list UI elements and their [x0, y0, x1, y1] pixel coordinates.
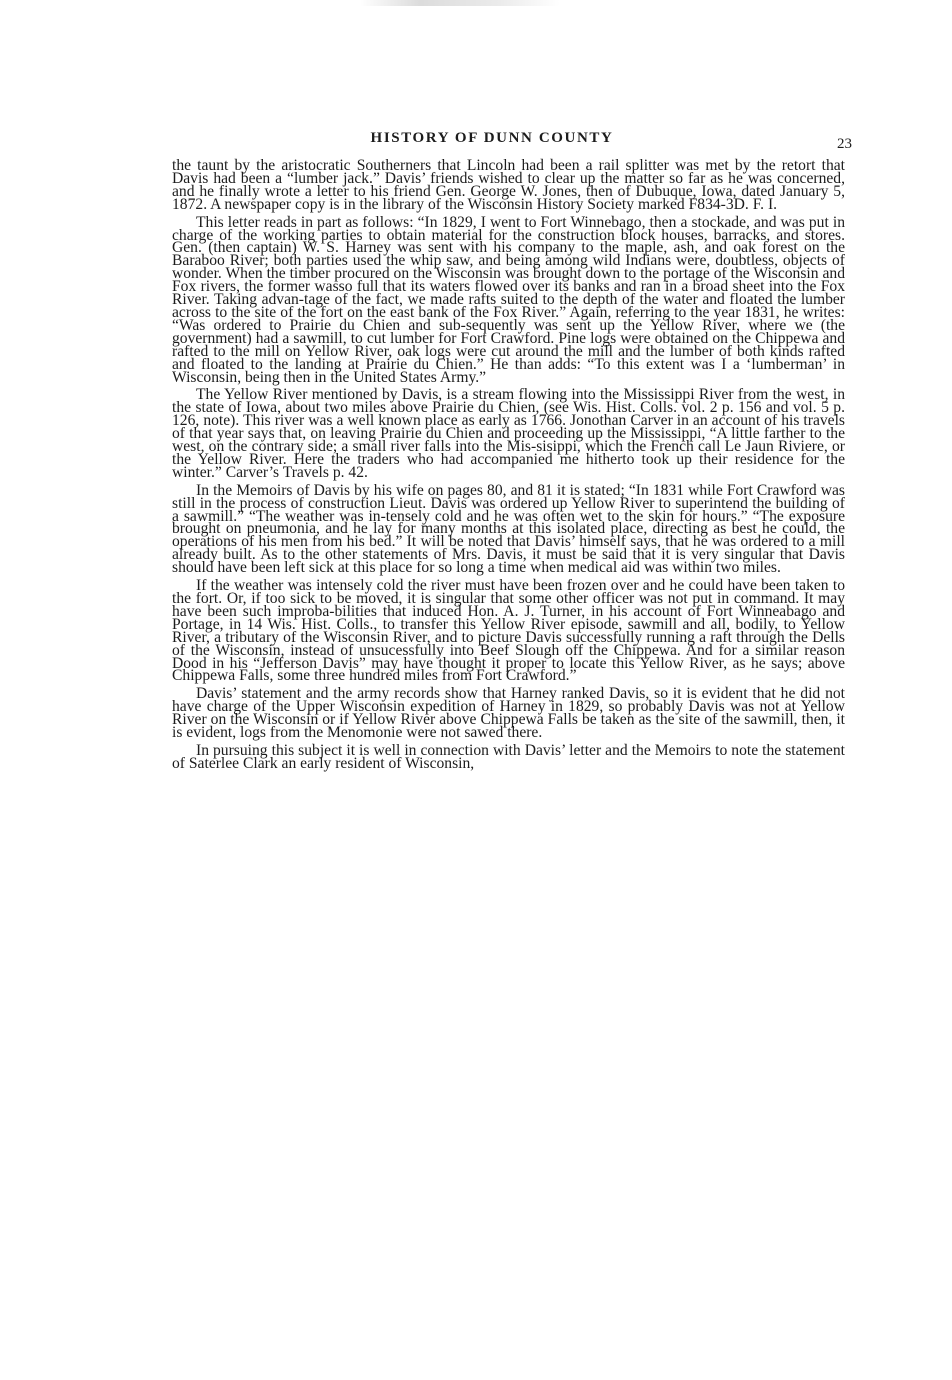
- paragraph-7: In pursuing this subject it is well in connection with Davis’ letter and the Memoirs to note the statement of Saterlee Clark an early resident of Wisconsin,: [172, 741, 845, 772]
- paragraph-4: In the Memoirs of Davis by his wife on pages 80, and 81 it is stated; “In 1831 while Fort Crawford was still in the process of construction Lieut. Davis was ordered up Yellow River to superintend the building of a sawmill.” “The weather was in-tensely cold and he was often wet to the skin for hours.” “The exposure brought on pneumonia, and he lay for many months at this isolated place, directing as best he could, the operations of his men from his bed.” It will be noted that Davis’ himself says, that he was ordered to a mill already built. As to the other statements of Mrs. Davis, it must be said that it is very singular that Davis should have been left sick at this place for so long a time when medical aid was within two miles.: [172, 481, 845, 577]
- paragraph-6: Davis’ statement and the army records show that Harney ranked Davis, so it is evident that he did not have charge of the Upper Wisconsin expedition of Harney in 1829, so probably Davis was not at Yellow River on the Wisconsin or if Yellow River above Chippewa Falls be taken as the site of the sawmill, then, it is evident, logs from the Menomonie were not sawed there.: [172, 685, 845, 742]
- page-number: 23: [837, 136, 852, 152]
- running-header: [172, 130, 852, 154]
- body-text: [172, 157, 845, 772]
- paragraph-2: This letter reads in part as follows: “In 1829, I went to Fort Winnebago, then a stockade, and was put in charge of the working parties to obtain material for the construction block houses, barracks, and stores. Gen. (then captain) W. S. Harney was sent with his company to the maple, ash, and oak forest on the Baraboo River; both parties used the whip saw, and being among wild Indians were, doubtless, objects of wonder. When the timber procured on the Wisconsin was brought down to the portage of the Wisconsin and Fox rivers, the former wasso full that its waters flowed over its banks and ran in a broad sheet into the Fox River. Taking advan-tage of the fact, we made rafts suited to the depth of the water and floated the lumber across to the site of the fort on the east bank of the Fox River.” Again, referring to the year 1831, he writes: “Was ordered to Prairie du Chien and sub-sequently was sent up the Yellow River, where we (the government) had a sawmill, to cut lumber for Fort Crawford. Pine logs were obtained on the Chippewa and rafted to the mill on Yellow River, oak logs were cut around the mill and the lumber of both kinds rafted and floated to the landing at Prairie du Chien.” He than adds: “To this extent was I a ‘lumberman’ in Wisconsin, being then in the United States Army.”: [172, 213, 845, 386]
- paragraph-1: the taunt by the aristocratic Southerners that Lincoln had been a rail splitter was met by the retort that Davis had been a “lumber jack.” Davis’ friends wished to clear up the matter so far as he was concerned, and he finally wrote a letter to his friend Gen. George W. Jones, then of Dubuque, Iowa, dated January 5, 1872. A newspaper copy is in the library of the Wisconsin History Society marked F834-3D. F. I.: [172, 157, 845, 213]
- page-header-title: HISTORY OF DUNN COUNTY: [370, 130, 614, 146]
- paragraph-3: The Yellow River mentioned by Davis, is a stream flowing into the Mississippi River from the west, in the state of Iowa, about two miles above Prairie du Chien, (see Wis. Hist. Colls. vol. 2 p. 156 and vol. 5 p. 126, note). This river was a well known place as early as 1766. Jonothan Carver in an account of his travels of that year says that, on leaving Prairie du Chien and proceeding up the Mississippi, “A little farther to the west, on the contrary side; a small river falls into the Mis-sisippi, which the French call Le Jaun Riviere, or the Yellow River. Here the traders who had accompanied me hitherto took up their residence for the winter.” Carver’s Travels p. 42.: [172, 386, 845, 481]
- scan-artifact: [360, 0, 560, 6]
- paragraph-5: If the weather was intensely cold the river must have been frozen over and he could have been taken to the fort. Or, if too sick to be moved, it is singular that some other officer was not put in command. It may have been such improba-bilities that induced Hon. A. J. Turner, in his account of Fort Winneabago and Portage, in 14 Wis. Hist. Colls., to transfer this Yellow River episode, sawmill and all, bodily, to Yellow River, a tributary of the Wisconsin River, and to picture Davis successfully running a raft through the Dells of the Wisconsin, instead of unsucessfully into Beef Slough off the Chippewa. And for a similar reason Dood in his “Jefferson Davis” may have thought it proper to locate this Yellow River, as he says; above Chippewa Falls, some three hundred miles from Fort Crawford.”: [172, 577, 845, 685]
